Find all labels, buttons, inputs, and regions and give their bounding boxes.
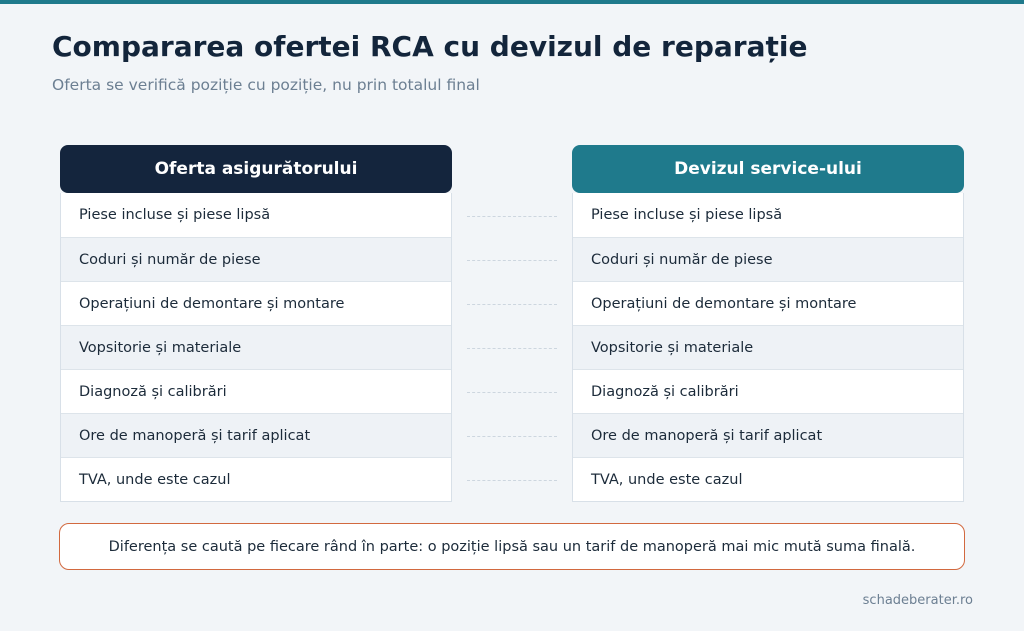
insurer-offer-list [60, 193, 452, 502]
row-connector [467, 348, 557, 349]
page-title: Compararea ofertei RCA cu devizul de reparație [52, 30, 808, 63]
insurer-offer-item: Piese incluse și piese lipsă [61, 193, 451, 237]
difference-note [59, 523, 965, 570]
insurer-offer-header: Oferta asigurătorului [60, 145, 452, 193]
service-estimate-item: Coduri și număr de piese [573, 237, 963, 281]
insurer-offer-item: Operațiuni de demontare și montare [61, 281, 451, 325]
insurer-offer-item: Ore de manoperă și tarif aplicat [61, 413, 451, 457]
service-estimate-column [572, 145, 964, 502]
difference-note-text: Diferența se caută pe fiecare rând în parte: o poziție lipsă sau un tarif de manoperă mai mic mută suma finală. [108, 538, 916, 555]
service-estimate-item: Piese incluse și piese lipsă [573, 193, 963, 237]
insurer-offer-item: TVA, unde este cazul [61, 457, 451, 501]
service-estimate-item: TVA, unde este cazul [573, 457, 963, 501]
footer-source: schadeberater.ro [862, 593, 973, 608]
row-connector [467, 260, 557, 261]
row-connector [467, 436, 557, 437]
insurer-offer-item: Coduri și număr de piese [61, 237, 451, 281]
page-subtitle: Oferta se verifică poziție cu poziție, nu prin totalul final [52, 76, 480, 94]
row-connector [467, 304, 557, 305]
service-estimate-list [572, 193, 964, 502]
row-connector [467, 392, 557, 393]
row-connector [467, 216, 557, 217]
insurer-offer-column [60, 145, 452, 502]
insurer-offer-item: Diagnoză și calibrări [61, 369, 451, 413]
service-estimate-item: Vopsitorie și materiale [573, 325, 963, 369]
service-estimate-header: Devizul service-ului [572, 145, 964, 193]
service-estimate-item: Operațiuni de demontare și montare [573, 281, 963, 325]
top-accent-bar [0, 0, 1024, 4]
service-estimate-item: Diagnoză și calibrări [573, 369, 963, 413]
row-connector [467, 480, 557, 481]
service-estimate-item: Ore de manoperă și tarif aplicat [573, 413, 963, 457]
insurer-offer-item: Vopsitorie și materiale [61, 325, 451, 369]
